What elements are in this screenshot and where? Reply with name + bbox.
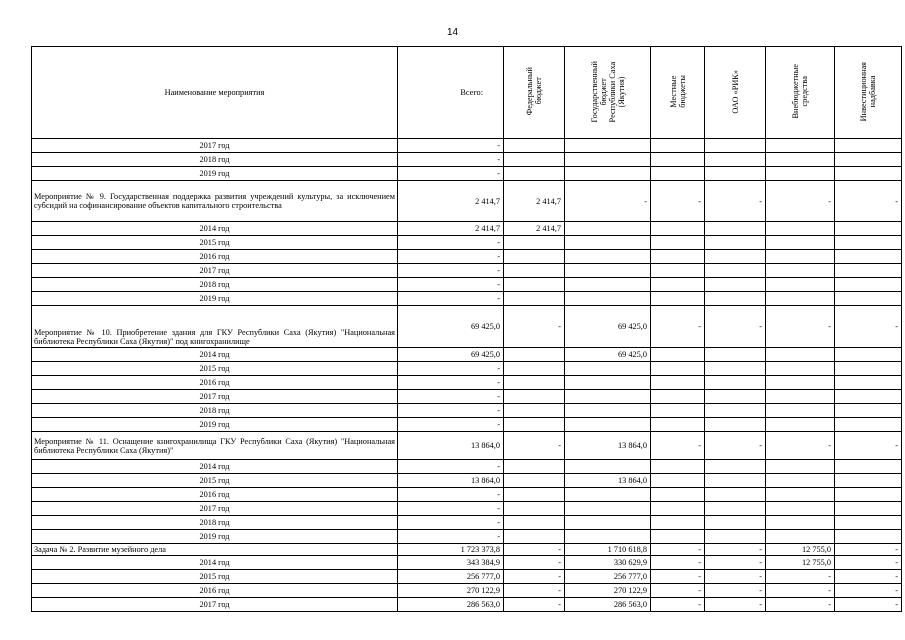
cell-state [565, 460, 651, 474]
cell-local: - [651, 544, 705, 556]
cell-extra [766, 153, 835, 167]
cell-state [565, 418, 651, 432]
cell-state [565, 404, 651, 418]
cell-rik [705, 488, 766, 502]
cell-invest [835, 390, 902, 404]
cell-state: 256 777,0 [565, 570, 651, 584]
cell-local [651, 348, 705, 362]
cell-total: - [398, 390, 504, 404]
row-label: Мероприятие № 10. Приобретение здания для ГКУ Республики Саха (Якутия) "Национальная библиотека Республики Саха (Якутия)" под книгохранилище [32, 306, 398, 348]
cell-federal: - [504, 570, 565, 584]
cell-federal: - [504, 432, 565, 460]
cell-invest [835, 418, 902, 432]
cell-local [651, 530, 705, 544]
cell-total: 270 122,9 [398, 584, 504, 598]
cell-extra: 12 755,0 [766, 556, 835, 570]
cell-state [565, 376, 651, 390]
cell-extra: - [766, 181, 835, 222]
cell-local [651, 502, 705, 516]
cell-total: - [398, 278, 504, 292]
table-row-year [32, 278, 902, 292]
row-label: 2015 год [32, 570, 398, 584]
cell-invest [835, 278, 902, 292]
table-row-year [32, 250, 902, 264]
row-label: 2016 год [32, 584, 398, 598]
table-row-activity [32, 432, 902, 460]
cell-federal [504, 153, 565, 167]
table-row-year [32, 570, 902, 584]
cell-extra [766, 418, 835, 432]
cell-invest [835, 167, 902, 181]
cell-total: 286 563,0 [398, 598, 504, 612]
cell-local [651, 516, 705, 530]
cell-state: 1 710 618,8 [565, 544, 651, 556]
row-label: 2014 год [32, 348, 398, 362]
header-local-budgets: Местные бюджеты [651, 47, 705, 139]
cell-invest [835, 530, 902, 544]
table-header-row [32, 47, 902, 139]
table-row-activity [32, 181, 902, 222]
cell-state [565, 236, 651, 250]
cell-state: 13 864,0 [565, 432, 651, 460]
cell-federal [504, 516, 565, 530]
cell-extra [766, 376, 835, 390]
cell-invest [835, 474, 902, 488]
table-row-year [32, 584, 902, 598]
cell-rik: - [705, 556, 766, 570]
cell-local [651, 292, 705, 306]
cell-rik: - [705, 584, 766, 598]
row-label: 2017 год [32, 264, 398, 278]
cell-total: - [398, 460, 504, 474]
cell-invest [835, 348, 902, 362]
table-row-year [32, 418, 902, 432]
cell-total: 69 425,0 [398, 306, 504, 348]
header-state-budget: Государственный бюджет Республики Саха (Якутия) [565, 47, 651, 139]
cell-rik [705, 530, 766, 544]
cell-local [651, 278, 705, 292]
cell-extra: - [766, 584, 835, 598]
cell-rik: - [705, 570, 766, 584]
cell-extra: - [766, 432, 835, 460]
cell-extra [766, 502, 835, 516]
cell-rik: - [705, 181, 766, 222]
cell-state [565, 222, 651, 236]
cell-local [651, 474, 705, 488]
table-row-year [32, 516, 902, 530]
cell-invest: - [835, 181, 902, 222]
cell-state [565, 153, 651, 167]
cell-federal [504, 292, 565, 306]
cell-invest [835, 460, 902, 474]
cell-federal [504, 278, 565, 292]
table-row-year [32, 474, 902, 488]
cell-invest: - [835, 306, 902, 348]
cell-federal [504, 530, 565, 544]
cell-total: - [398, 516, 504, 530]
cell-total: - [398, 153, 504, 167]
row-label: 2015 год [32, 236, 398, 250]
header-investment-premium: Инвестиционная надбавка [835, 47, 902, 139]
table-row-year [32, 362, 902, 376]
cell-rik: - [705, 544, 766, 556]
cell-state: 286 563,0 [565, 598, 651, 612]
cell-local [651, 362, 705, 376]
cell-total: - [398, 362, 504, 376]
cell-total: - [398, 418, 504, 432]
cell-federal: 2 414,7 [504, 181, 565, 222]
cell-state: 270 122,9 [565, 584, 651, 598]
cell-local [651, 167, 705, 181]
row-label: 2017 год [32, 390, 398, 404]
cell-extra [766, 460, 835, 474]
table-row-year [32, 292, 902, 306]
cell-federal [504, 418, 565, 432]
cell-invest [835, 292, 902, 306]
cell-extra: - [766, 598, 835, 612]
cell-state [565, 488, 651, 502]
row-label: 2015 год [32, 362, 398, 376]
row-label: 2015 год [32, 474, 398, 488]
cell-invest: - [835, 584, 902, 598]
cell-federal [504, 362, 565, 376]
cell-total: - [398, 376, 504, 390]
cell-rik [705, 474, 766, 488]
row-label: 2017 год [32, 139, 398, 153]
cell-state [565, 278, 651, 292]
cell-extra [766, 474, 835, 488]
cell-extra [766, 348, 835, 362]
cell-total: - [398, 502, 504, 516]
cell-federal [504, 264, 565, 278]
row-label: 2018 год [32, 153, 398, 167]
cell-local [651, 139, 705, 153]
cell-local [651, 153, 705, 167]
cell-extra: - [766, 306, 835, 348]
cell-rik [705, 292, 766, 306]
cell-extra [766, 390, 835, 404]
table-row-year [32, 404, 902, 418]
cell-total: 256 777,0 [398, 570, 504, 584]
cell-rik: - [705, 598, 766, 612]
cell-local [651, 488, 705, 502]
cell-invest [835, 264, 902, 278]
cell-federal: - [504, 584, 565, 598]
cell-federal: 2 414,7 [504, 222, 565, 236]
cell-rik [705, 516, 766, 530]
row-label: 2014 год [32, 556, 398, 570]
cell-federal [504, 376, 565, 390]
cell-extra [766, 516, 835, 530]
page-number: 14 [446, 27, 459, 38]
row-label: Задача № 2. Развитие музейного дела [32, 544, 398, 556]
row-label: 2014 год [32, 460, 398, 474]
cell-extra [766, 264, 835, 278]
cell-local [651, 264, 705, 278]
cell-federal: - [504, 598, 565, 612]
cell-rik [705, 250, 766, 264]
row-label: Мероприятие № 11. Оснащение книгохранилища ГКУ Республики Саха (Якутия) "Национальная библиотека Республики Саха (Якутия)" [32, 432, 398, 460]
cell-federal [504, 348, 565, 362]
cell-invest [835, 488, 902, 502]
cell-extra [766, 236, 835, 250]
cell-federal [504, 488, 565, 502]
cell-federal: - [504, 306, 565, 348]
table-row-task [32, 544, 902, 556]
table-row-year [32, 376, 902, 390]
cell-rik [705, 278, 766, 292]
cell-extra [766, 362, 835, 376]
table-row-year [32, 390, 902, 404]
table-row-year [32, 167, 902, 181]
cell-local [651, 236, 705, 250]
cell-invest [835, 139, 902, 153]
table-row-year [32, 598, 902, 612]
cell-local [651, 250, 705, 264]
cell-invest: - [835, 544, 902, 556]
cell-total: 13 864,0 [398, 432, 504, 460]
table-row-year [32, 348, 902, 362]
cell-invest [835, 502, 902, 516]
cell-state [565, 530, 651, 544]
cell-total: - [398, 250, 504, 264]
cell-state [565, 139, 651, 153]
cell-extra [766, 530, 835, 544]
cell-total: - [398, 530, 504, 544]
header-total: Всего: [398, 47, 504, 139]
cell-total: - [398, 488, 504, 502]
table-row-year [32, 264, 902, 278]
cell-local: - [651, 570, 705, 584]
header-federal-budget: Федеральный бюджет [504, 47, 565, 139]
row-label: 2016 год [32, 488, 398, 502]
cell-extra: - [766, 570, 835, 584]
cell-extra [766, 278, 835, 292]
cell-state: 330 629,9 [565, 556, 651, 570]
cell-local: - [651, 432, 705, 460]
cell-invest [835, 250, 902, 264]
cell-state: 13 864,0 [565, 474, 651, 488]
cell-rik [705, 139, 766, 153]
cell-federal [504, 236, 565, 250]
budget-table [31, 46, 902, 612]
cell-total: 2 414,7 [398, 181, 504, 222]
cell-federal: - [504, 556, 565, 570]
cell-rik [705, 418, 766, 432]
table-row-year [32, 530, 902, 544]
cell-rik [705, 502, 766, 516]
table-row-year [32, 502, 902, 516]
cell-total: - [398, 236, 504, 250]
row-label: Мероприятие № 9. Государственная поддержка развития учреждений культуры, за исключением субсидий на софинансирование объектов капитального строительства [32, 181, 398, 222]
table-row-year [32, 139, 902, 153]
cell-rik: - [705, 306, 766, 348]
cell-local: - [651, 556, 705, 570]
cell-federal [504, 502, 565, 516]
cell-invest: - [835, 432, 902, 460]
cell-federal [504, 404, 565, 418]
cell-state [565, 362, 651, 376]
row-label: 2018 год [32, 404, 398, 418]
cell-extra [766, 404, 835, 418]
cell-local [651, 460, 705, 474]
cell-local [651, 418, 705, 432]
cell-state [565, 292, 651, 306]
cell-rik [705, 167, 766, 181]
cell-rik [705, 376, 766, 390]
cell-state [565, 167, 651, 181]
cell-state [565, 390, 651, 404]
cell-extra [766, 292, 835, 306]
cell-state: - [565, 181, 651, 222]
cell-invest [835, 362, 902, 376]
cell-rik [705, 348, 766, 362]
cell-rik [705, 404, 766, 418]
cell-total: 1 723 373,8 [398, 544, 504, 556]
table-row-year [32, 222, 902, 236]
cell-state: 69 425,0 [565, 348, 651, 362]
row-label: 2019 год [32, 292, 398, 306]
cell-rik [705, 390, 766, 404]
row-label: 2014 год [32, 222, 398, 236]
row-label: 2016 год [32, 376, 398, 390]
cell-local [651, 222, 705, 236]
header-rik: ОАО «РИК» [705, 47, 766, 139]
cell-invest [835, 404, 902, 418]
cell-invest [835, 516, 902, 530]
row-label: 2019 год [32, 418, 398, 432]
header-activity-name: Наименование мероприятия [32, 47, 398, 139]
cell-total: - [398, 264, 504, 278]
cell-total: 13 864,0 [398, 474, 504, 488]
cell-total: - [398, 292, 504, 306]
cell-local [651, 404, 705, 418]
cell-total: - [398, 404, 504, 418]
cell-rik [705, 222, 766, 236]
cell-federal [504, 167, 565, 181]
cell-invest [835, 222, 902, 236]
table-row-year [32, 153, 902, 167]
cell-invest [835, 153, 902, 167]
row-label: 2016 год [32, 250, 398, 264]
cell-invest: - [835, 556, 902, 570]
cell-local: - [651, 598, 705, 612]
table-row-activity [32, 306, 902, 348]
cell-state [565, 502, 651, 516]
cell-extra [766, 488, 835, 502]
cell-rik: - [705, 432, 766, 460]
cell-local: - [651, 181, 705, 222]
cell-state [565, 250, 651, 264]
cell-federal [504, 139, 565, 153]
cell-state: 69 425,0 [565, 306, 651, 348]
cell-total: - [398, 167, 504, 181]
cell-local: - [651, 306, 705, 348]
row-label: 2018 год [32, 516, 398, 530]
cell-extra [766, 250, 835, 264]
cell-invest [835, 376, 902, 390]
cell-rik [705, 264, 766, 278]
cell-invest [835, 236, 902, 250]
table-row-year [32, 236, 902, 250]
cell-rik [705, 236, 766, 250]
cell-federal [504, 250, 565, 264]
cell-extra: 12 755,0 [766, 544, 835, 556]
row-label: 2017 год [32, 598, 398, 612]
cell-federal: - [504, 544, 565, 556]
cell-federal [504, 474, 565, 488]
cell-total: - [398, 139, 504, 153]
cell-total: 343 384,9 [398, 556, 504, 570]
row-label: 2017 год [32, 502, 398, 516]
table-row-year [32, 556, 902, 570]
cell-state [565, 264, 651, 278]
cell-local: - [651, 584, 705, 598]
table-row-year [32, 460, 902, 474]
cell-rik [705, 362, 766, 376]
cell-extra [766, 139, 835, 153]
cell-total: 69 425,0 [398, 348, 504, 362]
cell-local [651, 376, 705, 390]
row-label: 2018 год [32, 278, 398, 292]
row-label: 2019 год [32, 167, 398, 181]
row-label: 2019 год [32, 530, 398, 544]
cell-federal [504, 460, 565, 474]
cell-total: 2 414,7 [398, 222, 504, 236]
cell-federal [504, 390, 565, 404]
cell-invest: - [835, 570, 902, 584]
cell-extra [766, 167, 835, 181]
cell-invest: - [835, 598, 902, 612]
cell-local [651, 390, 705, 404]
cell-extra [766, 222, 835, 236]
cell-rik [705, 153, 766, 167]
cell-rik [705, 460, 766, 474]
header-extrabudgetary: Внебюджетные средства [766, 47, 835, 139]
table-row-year [32, 488, 902, 502]
cell-state [565, 516, 651, 530]
